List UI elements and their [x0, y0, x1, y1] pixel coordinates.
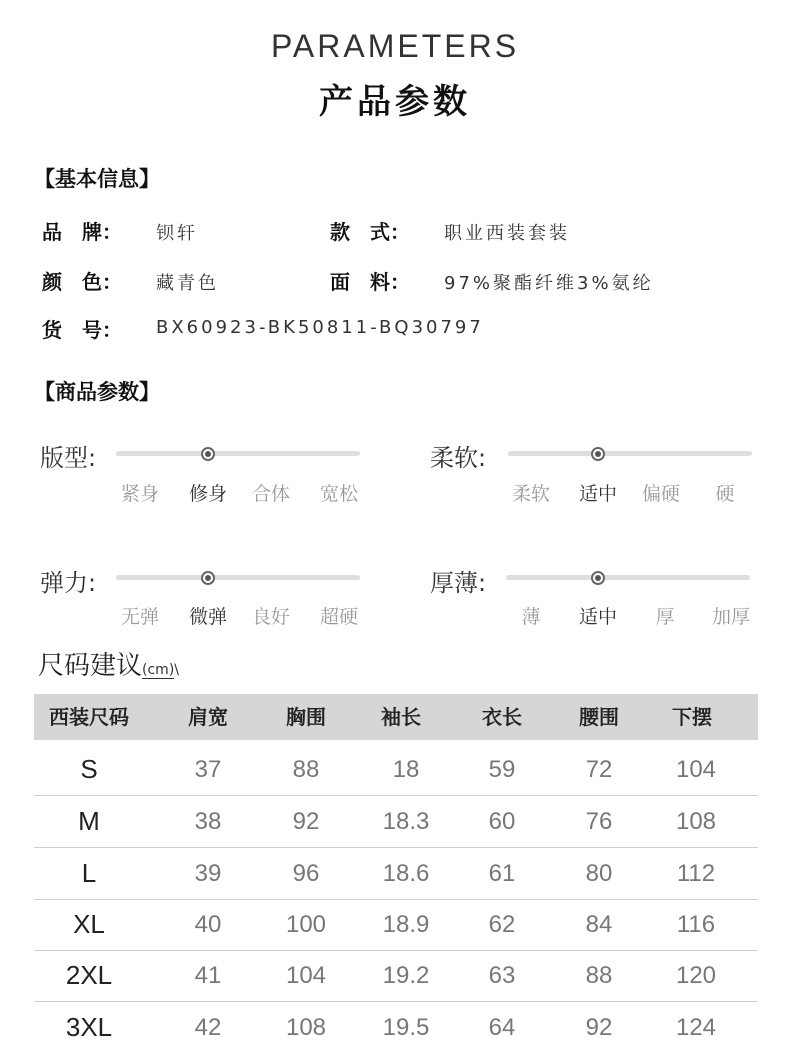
softness-slider-track [508, 451, 752, 456]
page-title-english: PARAMETERS [270, 28, 520, 64]
header-cell-size: 西装尺码 [49, 705, 129, 729]
thickness-label: 厚薄: [430, 569, 487, 597]
color-value: 藏青色 [156, 273, 219, 294]
table-row [34, 950, 758, 1002]
cell-sleeve: 18.9 [382, 911, 430, 938]
cell-size: 2XL [65, 960, 113, 990]
table-row [34, 899, 758, 951]
fit-option: 宽松 [319, 483, 358, 505]
style-value: 职业西装套装 [444, 223, 570, 244]
cell-size: S [80, 754, 98, 784]
cell-length: 63 [488, 962, 516, 989]
table-row [34, 1002, 758, 1053]
sku-label: 货 号： [42, 318, 122, 342]
header-cell-waist: 腰围 [579, 705, 619, 729]
cell-hem: 124 [675, 1014, 717, 1041]
thickness-option: 薄 [521, 606, 541, 628]
cell-hem: 120 [675, 962, 717, 989]
cell-waist: 88 [585, 962, 613, 989]
cell-length: 62 [488, 911, 516, 938]
material-label: 面 料： [330, 270, 410, 294]
softness-label: 柔软: [430, 444, 487, 472]
table-row [34, 848, 758, 900]
cell-chest: 96 [292, 860, 320, 887]
cell-size: L [81, 858, 97, 888]
cell-length: 59 [488, 756, 516, 783]
cell-hem: 112 [676, 860, 716, 887]
cell-shoulder: 37 [194, 756, 222, 783]
cell-size: 3XL [65, 1012, 113, 1042]
elasticity-option: 无弹 [120, 606, 159, 628]
header-cell-chest: 胸围 [286, 705, 326, 729]
cell-sleeve: 18.6 [382, 860, 430, 887]
cell-sleeve: 18.3 [382, 808, 430, 835]
cell-chest: 92 [292, 808, 320, 835]
elasticity-option: 超硬 [319, 606, 358, 628]
material-value: 97%聚酯纤维3%氨纶 [444, 273, 654, 294]
softness-slider-knob [591, 447, 605, 461]
cell-waist: 72 [585, 756, 613, 783]
fit-label: 版型: [40, 444, 97, 472]
fit-slider-knob [201, 447, 215, 461]
softness-option: 偏硬 [641, 483, 680, 505]
table-row [34, 744, 758, 796]
size-table-header [34, 694, 758, 740]
cell-waist: 80 [585, 860, 613, 887]
cell-shoulder: 41 [194, 962, 222, 989]
fit-option: 紧身 [120, 483, 159, 505]
cell-shoulder: 42 [194, 1014, 222, 1041]
elasticity-label: 弹力: [40, 569, 97, 597]
unit-tick: \ [174, 662, 179, 678]
header-cell-length: 衣长 [482, 705, 522, 729]
cell-length: 61 [488, 860, 516, 887]
header-cell-hem: 下摆 [672, 705, 712, 729]
elasticity-slider-knob [201, 571, 215, 585]
cell-waist: 84 [585, 911, 613, 938]
page-title-chinese: 产品参数 [319, 82, 471, 122]
cell-chest: 108 [285, 1014, 327, 1041]
cell-shoulder: 40 [194, 911, 222, 938]
thickness-slider-knob [591, 571, 605, 585]
size-chart-title-group [38, 645, 179, 682]
cell-shoulder: 39 [194, 860, 222, 887]
cell-chest: 88 [292, 756, 320, 783]
thickness-slider-track [506, 575, 750, 580]
fit-slider-track [116, 451, 360, 456]
softness-option-selected: 适中 [578, 483, 617, 505]
size-chart-title: 尺码建议 [38, 651, 143, 681]
elasticity-option-selected: 微弹 [188, 606, 227, 628]
product-params-heading: 【商品参数】 [34, 380, 160, 404]
cell-shoulder: 38 [194, 808, 222, 835]
brand-value: 钡轩 [156, 223, 198, 244]
style-label: 款 式： [330, 220, 410, 244]
cell-hem: 116 [676, 911, 716, 938]
thickness-option: 厚 [655, 606, 675, 628]
cell-chest: 100 [285, 911, 327, 938]
softness-option: 硬 [715, 483, 735, 505]
cell-waist: 92 [585, 1014, 613, 1041]
cell-chest: 104 [285, 962, 327, 989]
cell-sleeve: 19.5 [382, 1014, 430, 1041]
elasticity-option: 良好 [251, 606, 290, 628]
cell-length: 60 [488, 808, 516, 835]
cell-hem: 104 [675, 756, 717, 783]
softness-option: 柔软 [511, 483, 550, 505]
thickness-option-selected: 适中 [578, 606, 617, 628]
cell-size: M [78, 806, 100, 836]
table-row [34, 796, 758, 848]
basic-info-heading: 【基本信息】 [34, 167, 160, 191]
cell-hem: 108 [675, 808, 717, 835]
cell-sleeve: 19.2 [382, 962, 430, 989]
header-cell-shoulder: 肩宽 [188, 705, 228, 729]
cell-length: 64 [488, 1014, 516, 1041]
sku-value: BX60923-BK50811-BQ30797 [156, 317, 484, 338]
elasticity-slider-track [116, 575, 360, 580]
brand-label: 品 牌： [42, 220, 122, 244]
thickness-option: 加厚 [711, 606, 750, 628]
header-cell-sleeve: 袖长 [381, 705, 421, 729]
cell-size: XL [73, 909, 105, 939]
cell-waist: 76 [585, 808, 613, 835]
size-chart-unit: (cm) [142, 662, 175, 678]
fit-option-selected: 修身 [188, 483, 227, 505]
fit-option: 合体 [251, 483, 290, 505]
cell-sleeve: 18 [392, 756, 420, 783]
color-label: 颜 色： [42, 270, 122, 294]
